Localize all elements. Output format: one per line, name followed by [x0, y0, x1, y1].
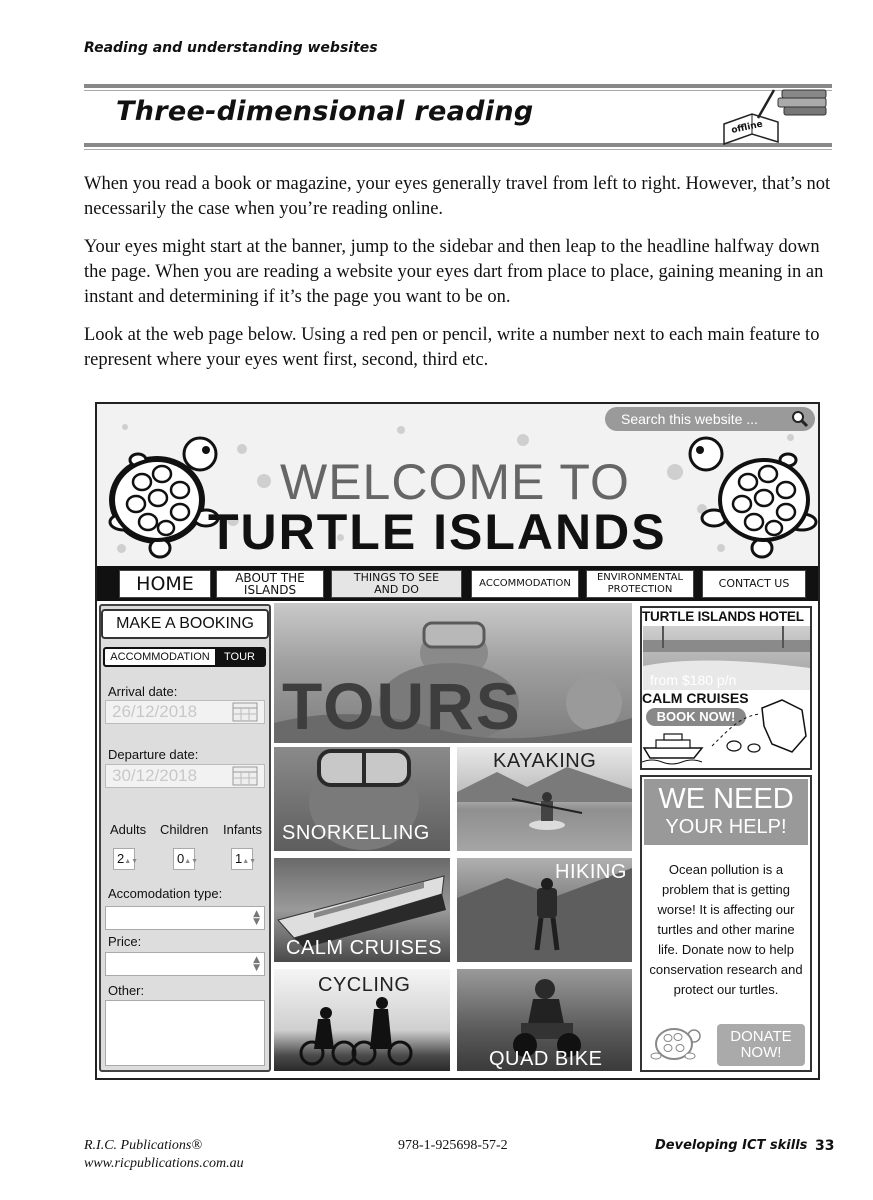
- nav-home[interactable]: HOME: [119, 570, 211, 598]
- hiking-label: HIKING: [555, 861, 627, 883]
- nav-things-line2: AND DO: [374, 583, 419, 596]
- cycling-label: CYCLING: [318, 974, 411, 996]
- title-rule-bottom-thin: [84, 149, 832, 150]
- adults-value: 2: [117, 851, 125, 866]
- adults-label: Adults: [110, 822, 147, 837]
- nav-env-line2: PROTECTION: [607, 584, 673, 595]
- quad-bike-tile[interactable]: [457, 969, 632, 1071]
- footer-book-title: Developing ICT skills: [655, 1138, 808, 1153]
- price-select[interactable]: [105, 952, 265, 976]
- infants-stepper[interactable]: 1▲▼: [231, 848, 253, 870]
- hiking-tile[interactable]: [457, 858, 632, 962]
- nav-contact[interactable]: CONTACT US: [702, 570, 806, 598]
- instruction-paragraph: Look at the web page below. Using a red pen or pencil, write a number next to each main feature to represent where your eyes went first, second, third etc.: [84, 325, 820, 370]
- intro-paragraph-2: Your eyes might start at the banner, jump to the sidebar and then leap to the headline halfway down the page. When you are reading a website your eyes dart from place to place, gaining meaning in an instant and determining if it’s the page you want to be on.: [84, 237, 824, 307]
- departure-date-input[interactable]: 30/12/2018: [105, 764, 265, 788]
- infants-value: 1: [235, 851, 243, 866]
- donate-line1: DONATE: [730, 1028, 792, 1045]
- donation-ad-subheadline: YOUR HELP!: [665, 816, 787, 838]
- turtle-right-icon: [684, 432, 824, 562]
- nav-environmental-protection[interactable]: [586, 570, 694, 598]
- offline-book-icon: [722, 84, 832, 146]
- title-rule-bottom: [84, 143, 832, 147]
- other-label: Other:: [108, 983, 145, 998]
- nav-about[interactable]: [216, 570, 324, 598]
- footer-page-number: 33: [815, 1138, 835, 1154]
- offline-label: offline: [730, 119, 764, 136]
- nav-things-line1: THINGS TO SEE: [353, 571, 440, 584]
- title-rule-top-thin: [84, 90, 832, 91]
- children-stepper[interactable]: 0▲▼: [173, 848, 195, 870]
- departure-label: Departure date:: [108, 747, 199, 762]
- children-label: Children: [160, 822, 209, 837]
- snorkelling-label: SNORKELLING: [282, 822, 430, 844]
- donate-line2: NOW!: [740, 1044, 782, 1061]
- kayaking-tile[interactable]: [457, 747, 632, 851]
- book-now-button[interactable]: BOOK NOW!: [646, 708, 746, 726]
- quad-bike-label: QUAD BIKE: [489, 1048, 603, 1070]
- search-icon[interactable]: [791, 410, 809, 428]
- kayaking-label: KAYAKING: [493, 750, 597, 772]
- nav-things-to-see[interactable]: [331, 570, 462, 598]
- infants-label: Infants: [223, 822, 263, 837]
- hotel-ad-title: TURTLE ISLANDS HOTEL: [642, 609, 804, 624]
- calm-cruises-label: CALM CRUISES: [286, 937, 443, 959]
- nav-accommodation[interactable]: ACCOMMODATION: [471, 570, 579, 598]
- footer-url: www.ricpublications.com.au: [84, 1156, 244, 1171]
- banner-site-name: TURTLE ISLANDS: [208, 504, 667, 560]
- small-turtle-icon: [650, 1022, 702, 1064]
- banner-welcome-text: WELCOME TO: [280, 454, 630, 510]
- snorkelling-tile[interactable]: [274, 747, 450, 851]
- adults-stepper[interactable]: 2▲▼: [113, 848, 135, 870]
- accommodation-type-label: Accomodation type:: [108, 886, 223, 901]
- footer-publisher: R.I.C. Publications®: [84, 1138, 202, 1153]
- donate-now-button[interactable]: [717, 1024, 805, 1066]
- site-search-input[interactable]: Search this website ...: [605, 407, 815, 431]
- calm-cruises-tile[interactable]: [274, 858, 450, 962]
- nav-about-line1: ABOUT THE: [235, 571, 305, 585]
- page-title: Three-dimensional reading: [116, 96, 534, 127]
- other-textarea[interactable]: [105, 1000, 265, 1066]
- hotel-price: from $180 p/n: [650, 672, 737, 688]
- cruise-ad-title: CALM CRUISES: [642, 690, 749, 706]
- arrival-date-input[interactable]: 26/12/2018: [105, 700, 265, 724]
- donation-ad-headline: WE NEED: [658, 783, 794, 815]
- accommodation-type-select[interactable]: [105, 906, 265, 930]
- footer-isbn: 978-1-925698-57-2: [398, 1138, 508, 1153]
- tab-tour[interactable]: TOUR: [215, 649, 264, 665]
- departure-calendar-icon[interactable]: [232, 766, 258, 786]
- nav-about-line2: ISLANDS: [243, 583, 297, 597]
- booking-title: MAKE A BOOKING: [101, 609, 269, 639]
- select-arrows-icon: ▲ ▼: [253, 955, 260, 973]
- arrival-calendar-icon[interactable]: [232, 702, 258, 722]
- arrival-label: Arrival date:: [108, 684, 178, 699]
- nav-env-line1: ENVIRONMENTAL: [596, 572, 684, 583]
- intro-paragraph-1: When you read a book or magazine, your eyes generally travel from left to right. However, that’s not necessarily the case when you’re reading online.: [84, 174, 831, 219]
- price-label: Price:: [108, 934, 142, 949]
- cycling-tile[interactable]: [274, 969, 450, 1071]
- donation-ad-text: Ocean pollution is a problem that is getting worse! It is affecting our turtles and other marine life. Donate now to help conservation research and protect our turtles.: [649, 862, 803, 997]
- children-value: 0: [177, 851, 185, 866]
- title-rule-top: [84, 84, 832, 88]
- tours-headline: TOURS: [282, 669, 522, 743]
- running-header: Reading and understanding websites: [84, 40, 378, 56]
- cruise-map-illustration: [642, 696, 810, 768]
- select-arrows-icon: ▲ ▼: [253, 909, 260, 927]
- tab-accommodation[interactable]: ACCOMMODATION: [110, 651, 210, 663]
